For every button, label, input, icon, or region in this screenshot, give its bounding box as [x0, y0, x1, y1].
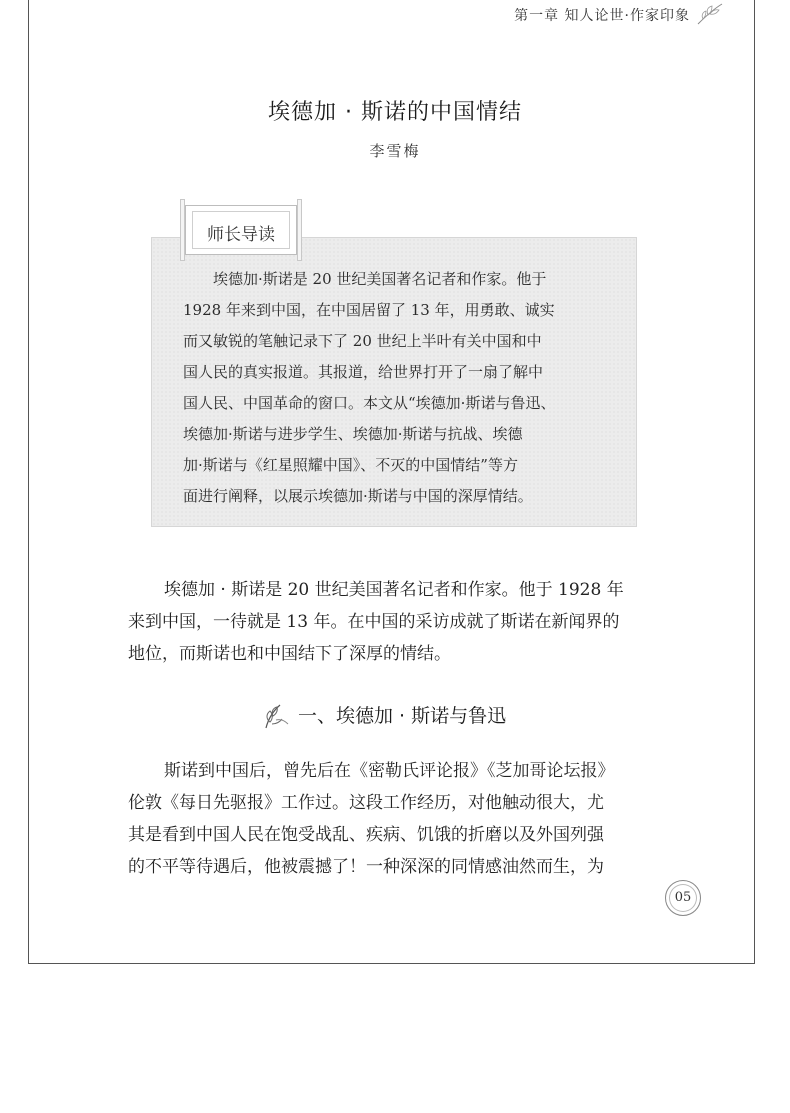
paragraph-line: 的不平等待遇后，他被震撼了！一种深深的同情感油然而生，为 — [128, 857, 604, 877]
guide-line: 国人民的真实报道。其报道，给世界打开了一扇了解中 — [183, 363, 544, 381]
section-heading: 一、埃德加 · 斯诺与鲁迅 — [298, 705, 507, 727]
paragraph-line: 其是看到中国人民在饱受战乱、疾病、饥饿的折磨以及外国列强 — [128, 825, 604, 845]
page-number: 05 — [674, 890, 692, 905]
guide-line: 埃德加·斯诺与进步学生、埃德加·斯诺与抗战、埃德 — [183, 425, 523, 443]
guide-line: 1928 年来到中国，在中国居留了 13 年，用勇敢、诚实 — [183, 301, 555, 319]
article-title: 埃德加 · 斯诺的中国情结 — [268, 100, 522, 125]
leaf-icon — [696, 2, 724, 26]
guide-line: 而又敏锐的笔触记录下了 20 世纪上半叶有关中国和中 — [183, 332, 542, 350]
paragraph-line: 伦敦《每日先驱报》工作过。这段工作经历，对他触动很大，尤 — [128, 793, 604, 813]
guide-line: 国人民、中国革命的窗口。本文从“埃德加·斯诺与鲁迅、 — [183, 394, 556, 412]
paragraph-line: 来到中国，一待就是 13 年。在中国的采访成就了斯诺在新闻界的 — [128, 612, 620, 632]
running-header: 第一章 知人论世·作家印象 — [514, 8, 690, 24]
feather-icon — [262, 702, 292, 730]
page-number-badge — [665, 880, 701, 916]
paragraph-line: 埃德加 · 斯诺是 20 世纪美国著名记者和作家。他于 1928 年 — [164, 580, 624, 600]
guide-line: 加·斯诺与《红星照耀中国》、不灭的中国情结”等方 — [183, 456, 518, 474]
article-author: 李雪梅 — [369, 142, 421, 160]
section-paragraph — [128, 755, 668, 883]
paragraph-line: 地位，而斯诺也和中国结下了深厚的情结。 — [128, 644, 451, 664]
guide-line: 面进行阐释，以展示埃德加·斯诺与中国的深厚情结。 — [183, 487, 533, 505]
paragraph-line: 斯诺到中国后，曾先后在《密勒氏评论报》《芝加哥论坛报》 — [164, 761, 615, 781]
intro-paragraph — [128, 574, 668, 670]
tab-post-right — [297, 199, 302, 261]
guide-text — [183, 264, 615, 512]
guide-line: 埃德加·斯诺是 20 世纪美国著名记者和作家。他于 — [213, 270, 547, 288]
guide-label: 师长导读 — [207, 225, 275, 245]
guide-tab — [185, 205, 297, 255]
